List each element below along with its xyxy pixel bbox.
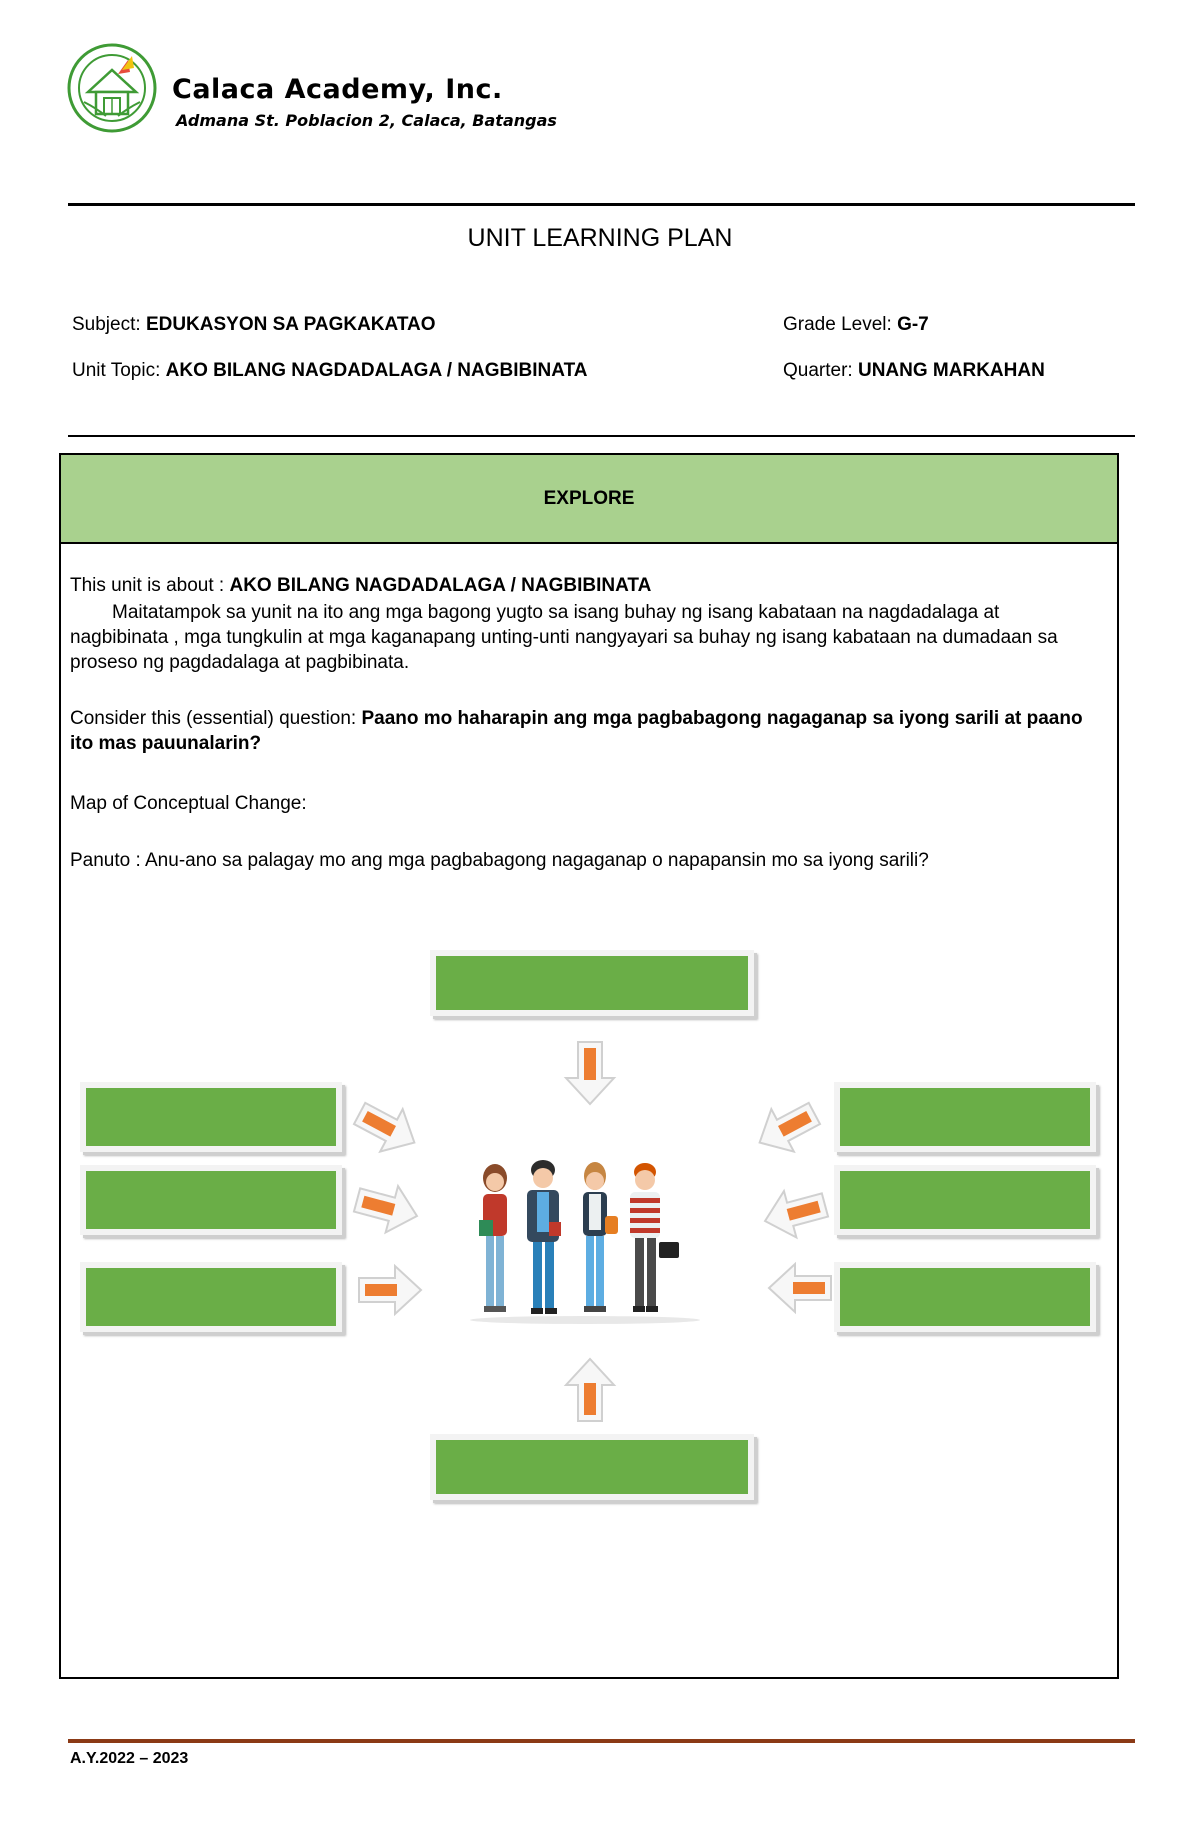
arrow-up-icon (562, 1355, 618, 1425)
top-divider (68, 203, 1135, 206)
answer-box-left-1[interactable] (80, 1082, 342, 1152)
subject-label: Subject: (72, 314, 146, 335)
school-address: Admana St. Poblacion 2, Calaca, Batangas (176, 111, 557, 130)
document-title: UNIT LEARNING PLAN (467, 224, 733, 252)
unit-description-text: Maitatampok sa yunit na ito ang mga bagong yugto sa isang buhay ng isang kabataan na nagdadalaga at nagbibinata , mga tungkulin at mga kaganapang unting-unti nangyayari sa buhay ng isang kabataan na dumadaan sa proseso ng pagdadalaga at pagbibinata. (70, 602, 1058, 673)
unit-description (70, 600, 1100, 675)
section-divider (68, 435, 1135, 437)
essential-question-label: Consider this (essential) question: (70, 708, 362, 729)
instructions: Panuto : Anu-ano sa palagay mo ang mga pagbabagong nagaganap o napapansin mo sa iyong sarili? (70, 850, 929, 871)
academic-year: A.Y.2022 – 2023 (70, 1750, 189, 1767)
arrow-right-icon (355, 1262, 425, 1318)
answer-box-right-3[interactable] (834, 1262, 1096, 1332)
quarter-label: Quarter: (783, 360, 858, 381)
answer-box-top[interactable] (430, 950, 754, 1016)
unit-topic-field (72, 360, 587, 382)
answer-box-right-2[interactable] (834, 1165, 1096, 1235)
explore-title: EXPLORE (543, 488, 635, 509)
quarter-field (783, 360, 1045, 382)
grade-level-label: Grade Level: (783, 314, 898, 335)
teenagers-illustration (465, 1160, 705, 1325)
arrow-down-icon (562, 1038, 618, 1108)
grade-level-field (783, 314, 929, 336)
answer-box-left-3[interactable] (80, 1262, 342, 1332)
grade-level-value: G-7 (897, 314, 929, 335)
subject-field (72, 314, 436, 336)
unit-about-label: This unit is about : (70, 575, 230, 596)
unit-topic-value: AKO BILANG NAGDADALAGA / NAGBIBINATA (165, 360, 588, 381)
answer-box-bottom[interactable] (430, 1434, 754, 1500)
quarter-value: UNANG MARKAHAN (857, 360, 1045, 381)
unit-topic-label: Unit Topic: (72, 360, 166, 381)
map-label: Map of Conceptual Change: (70, 793, 307, 814)
subject-value: EDUKASYON SA PAGKAKATAO (145, 314, 436, 335)
essential-question-text: Paano mo haharapin ang mga pagbabagong nagaganap sa iyong sarili at paano ito mas pauunalarin? (70, 708, 1083, 754)
school-name: Calaca Academy, Inc. (172, 74, 503, 105)
arrow-left-icon (765, 1260, 835, 1316)
school-seal-icon (66, 42, 158, 134)
footer-divider (68, 1739, 1135, 1743)
unit-about-value: AKO BILANG NAGDADALAGA / NAGBIBINATA (229, 575, 652, 596)
unit-about (70, 573, 1100, 598)
explore-header (61, 455, 1117, 544)
essential-question (70, 706, 1100, 756)
answer-box-right-1[interactable] (834, 1082, 1096, 1152)
answer-box-left-2[interactable] (80, 1165, 342, 1235)
